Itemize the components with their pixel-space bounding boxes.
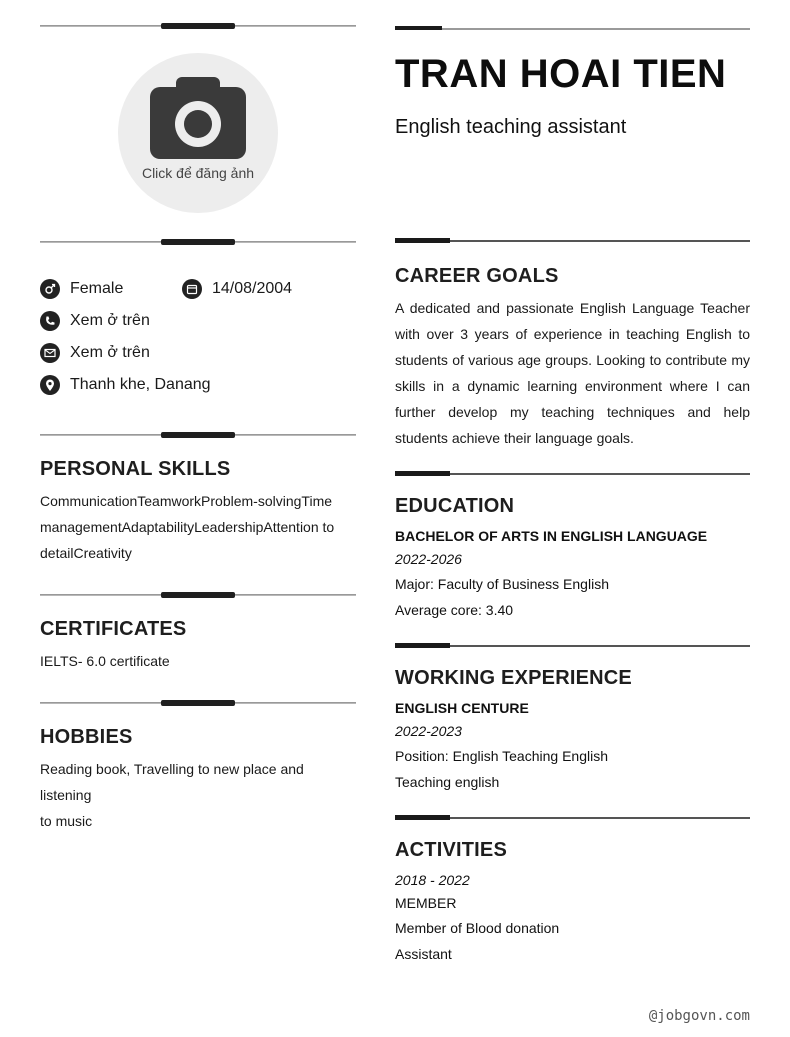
mail-icon	[40, 343, 60, 363]
hobbies-line: to music	[40, 813, 93, 829]
divider	[395, 643, 750, 649]
certificates-title: CERTIFICATES	[40, 618, 187, 640]
address-value: Thanh khe, Danang	[70, 376, 211, 393]
divider	[395, 471, 750, 477]
education-period: 2022-2026	[395, 551, 462, 567]
divider	[40, 238, 356, 246]
education-title: EDUCATION	[395, 495, 515, 517]
divider	[40, 591, 356, 599]
hobbies-text	[40, 756, 356, 834]
phone-row	[40, 310, 150, 332]
avatar-caption: Click để đăng ảnh	[141, 165, 255, 181]
skills-line: detailCreativity	[40, 545, 132, 561]
candidate-name: TRAN HOAI TIEN	[395, 52, 727, 96]
location-pin-icon	[40, 375, 60, 395]
address-row	[40, 374, 211, 396]
activities-period: 2018 - 2022	[395, 872, 470, 888]
gender-row	[40, 278, 123, 300]
email-row	[40, 342, 150, 364]
education-degree: BACHELOR OF ARTS IN ENGLISH LANGUAGE	[395, 528, 708, 544]
certificates-text: IELTS- 6.0 certificate	[40, 653, 170, 669]
skills-title: PERSONAL SKILLS	[40, 458, 231, 480]
skills-line: CommunicationTeamworkProblem-solvingTime	[40, 493, 333, 509]
experience-period: 2022-2023	[395, 723, 462, 739]
email-value: Xem ở trên	[70, 344, 150, 361]
hobbies-title: HOBBIES	[40, 726, 133, 748]
birthdate-row	[182, 278, 292, 300]
education-score: Average core: 3.40	[395, 602, 514, 618]
phone-value: Xem ở trên	[70, 312, 150, 329]
gender-value: Female	[70, 280, 124, 297]
activities-organization: Member of Blood donation	[395, 920, 560, 936]
gender-icon	[40, 279, 60, 299]
divider	[40, 431, 356, 439]
birthdate-value: 14/08/2004	[212, 280, 293, 297]
skills-line: managementAdaptabilityLeadershipAttention to	[40, 519, 335, 535]
divider	[40, 699, 356, 707]
camera-icon	[150, 77, 246, 161]
education-major: Major: Faculty of Business English	[395, 576, 609, 592]
divider	[395, 815, 750, 821]
experience-company: ENGLISH CENTURE	[395, 700, 529, 716]
career-title: CAREER GOALS	[395, 265, 559, 287]
activities-title: ACTIVITIES	[395, 839, 508, 861]
activities-description: Assistant	[395, 946, 452, 962]
career-text: A dedicated and passionate English Language Teacher with over 3 years of experience in teaching English to students of various age groups. Looking to contribute my skills in a dynamic learning environment where I can further develop my teaching techniques and help students achieve their language goals.	[395, 300, 750, 446]
phone-icon	[40, 311, 60, 331]
hobbies-line: Reading book, Travelling to new place and listening	[40, 761, 304, 803]
divider	[395, 238, 750, 244]
experience-position: Position: English Teaching English	[395, 748, 608, 764]
skills-text	[40, 488, 356, 566]
candidate-role: English teaching assistant	[395, 116, 627, 138]
experience-title: WORKING EXPERIENCE	[395, 667, 632, 689]
avatar-upload[interactable]	[118, 53, 278, 213]
divider	[40, 22, 356, 30]
watermark: @jobgovn.com	[648, 1008, 750, 1024]
activities-role: MEMBER	[395, 895, 457, 911]
divider	[395, 26, 750, 32]
calendar-icon	[182, 279, 202, 299]
experience-description: Teaching english	[395, 774, 500, 790]
